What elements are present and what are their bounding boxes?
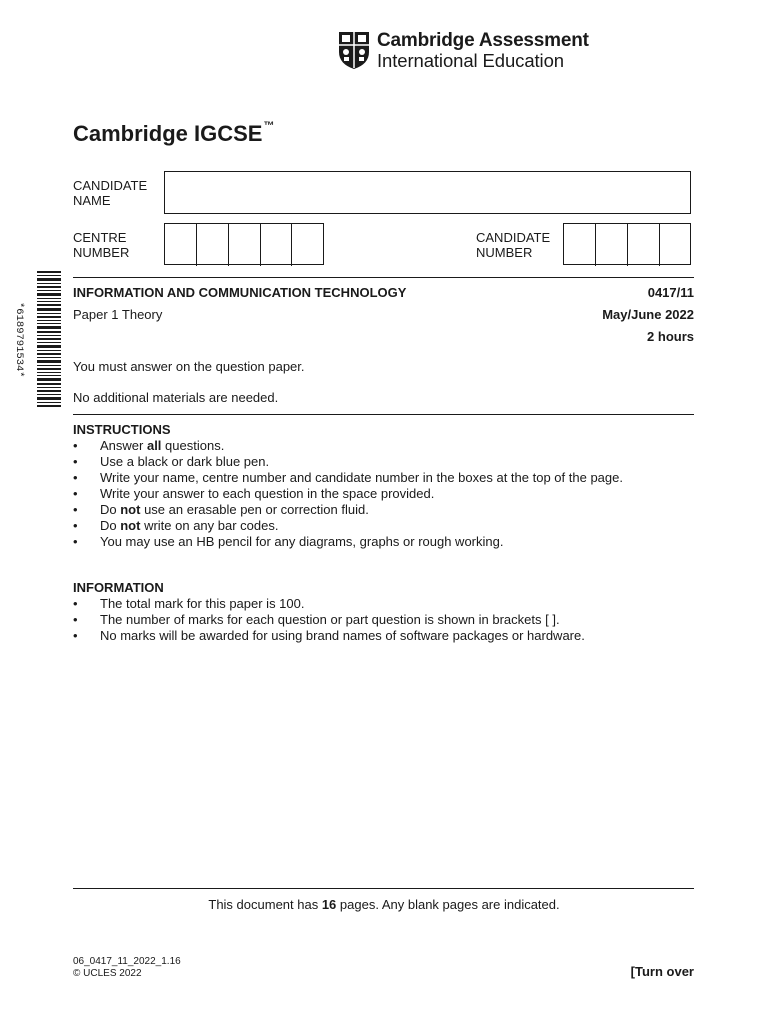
centre-number-label-line2: NUMBER xyxy=(73,245,130,260)
centre-number-label xyxy=(73,230,129,260)
qualification-name: Cambridge IGCSE xyxy=(73,121,263,146)
exam-duration: 2 hours xyxy=(647,329,694,344)
trademark-mark: ™ xyxy=(263,119,275,132)
page-count-note: This document has 16 pages. Any blank pages are indicated. xyxy=(208,897,560,912)
exam-session: May/June 2022 xyxy=(602,307,694,322)
list-item: • Use a black or dark blue pen. xyxy=(73,454,270,469)
divider xyxy=(73,414,694,415)
candidate-name-field[interactable] xyxy=(164,171,691,214)
list-item: • The number of marks for each question or part question is shown in brackets [ ]. xyxy=(73,612,560,627)
list-item: • Answer all questions. xyxy=(73,438,225,453)
list-item: • Do not write on any bar codes. xyxy=(73,518,279,533)
list-item: • Write your answer to each question in the space provided. xyxy=(73,486,435,501)
centre-number-digit[interactable] xyxy=(292,224,323,266)
information-list xyxy=(73,596,585,644)
list-item: • Do not use an erasable pen or correction fluid. xyxy=(73,502,369,517)
materials-note: No additional materials are needed. xyxy=(73,390,279,405)
candidate-number-digit[interactable] xyxy=(564,224,596,266)
barcode-image xyxy=(37,271,61,409)
candidate-number-digit[interactable] xyxy=(660,224,690,266)
logo-line-2: International Education xyxy=(377,50,564,71)
candidate-name-label-line2: NAME xyxy=(73,193,111,208)
barcode-number xyxy=(2,300,32,390)
centre-number-digit[interactable] xyxy=(197,224,229,266)
list-item: • The total mark for this paper is 100. xyxy=(73,596,305,611)
list-item: • No marks will be awarded for using brand names of software packages or hardware. xyxy=(73,628,585,643)
candidate-number-label xyxy=(476,230,550,260)
divider xyxy=(73,277,694,278)
document-code: 06_0417_11_2022_1.16 xyxy=(73,956,181,967)
instructions-heading: INSTRUCTIONS xyxy=(73,422,171,437)
paper-code: 0417/11 xyxy=(647,285,694,300)
copyright-notice: © UCLES 2022 xyxy=(73,968,142,979)
logo-line-1: Cambridge Assessment xyxy=(377,30,589,51)
centre-number-label-line1: CENTRE xyxy=(73,230,127,245)
list-item: • You may use an HB pencil for any diagrams, graphs or rough working. xyxy=(73,534,504,549)
qualification-title xyxy=(73,121,274,147)
svg-text:*6189791534*: *6189791534* xyxy=(13,302,25,378)
divider xyxy=(73,888,694,889)
cambridge-logo xyxy=(337,30,589,72)
list-item: • Write your name, centre number and candidate number in the boxes at the top of the page. xyxy=(73,470,623,485)
answer-note: You must answer on the question paper. xyxy=(73,359,305,374)
candidate-name-label xyxy=(73,178,147,208)
crest-icon xyxy=(337,30,371,70)
candidate-number-label-line2: NUMBER xyxy=(476,245,533,260)
instructions-list xyxy=(73,438,623,550)
subject-title: INFORMATION AND COMMUNICATION TECHNOLOGY xyxy=(73,285,407,300)
candidate-number-boxes[interactable] xyxy=(563,223,691,265)
candidate-number-label-line1: CANDIDATE xyxy=(476,230,551,245)
information-heading: INFORMATION xyxy=(73,580,164,595)
turn-over-note: [Turn over xyxy=(630,964,694,979)
document-reference xyxy=(73,956,181,980)
centre-number-digit[interactable] xyxy=(229,224,261,266)
centre-number-boxes[interactable] xyxy=(164,223,324,265)
candidate-number-digit[interactable] xyxy=(596,224,628,266)
paper-component: Paper 1 Theory xyxy=(73,307,163,322)
candidate-number-digit[interactable] xyxy=(628,224,660,266)
centre-number-digit[interactable] xyxy=(165,224,197,266)
candidate-name-label-line1: CANDIDATE xyxy=(73,178,148,193)
centre-number-digit[interactable] xyxy=(261,224,292,266)
